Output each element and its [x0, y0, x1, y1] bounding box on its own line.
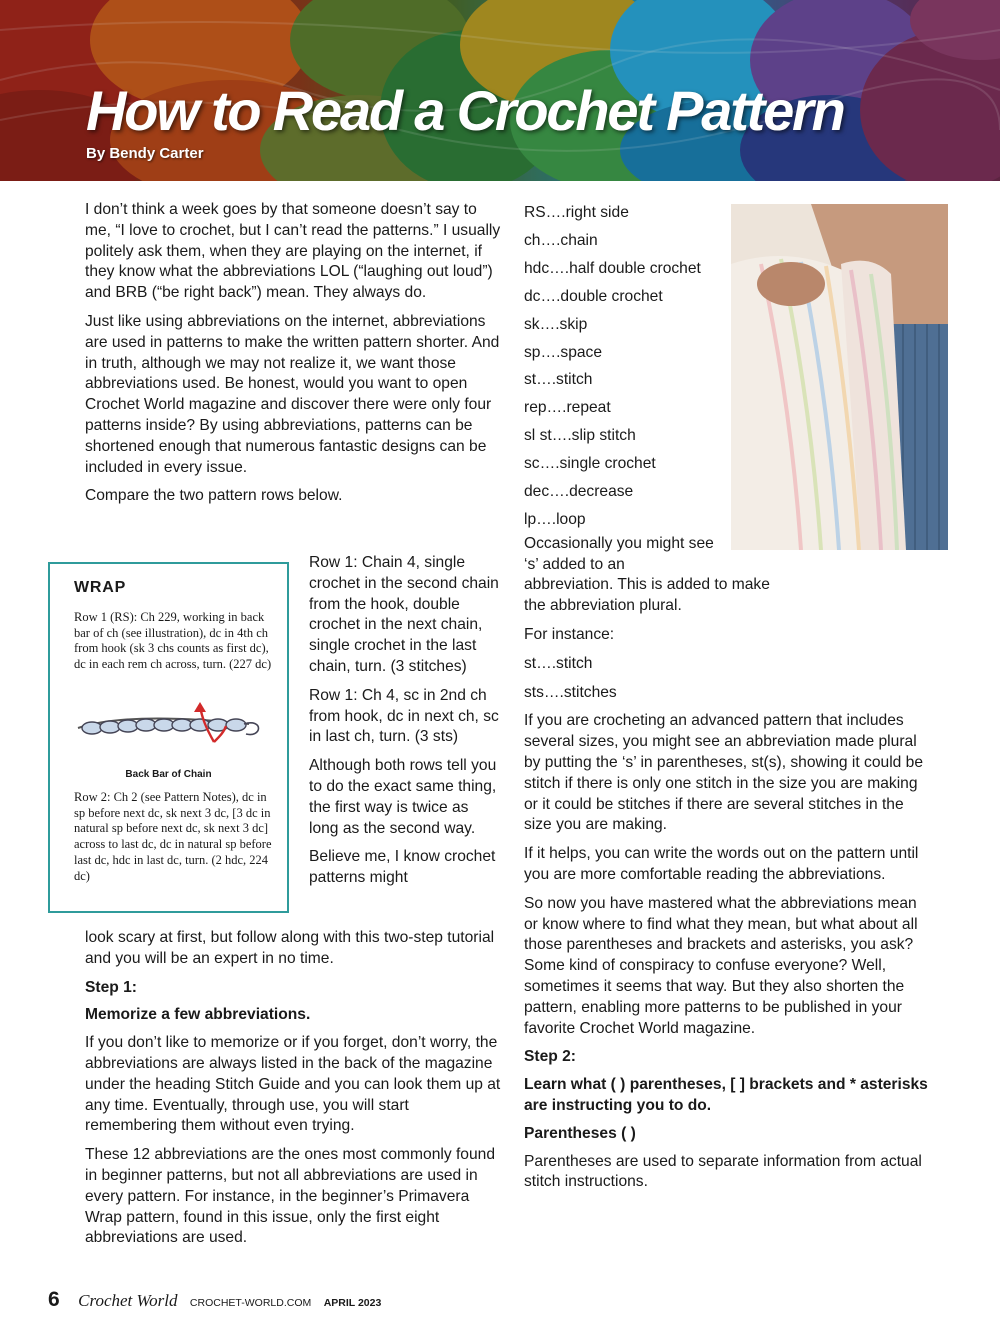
illustration-caption: Back Bar of Chain	[125, 769, 212, 780]
header-banner	[0, 0, 1000, 181]
issue-date: APRIL 2023	[323, 1297, 382, 1309]
chain-illustration	[74, 698, 264, 768]
mastered-paragraph: So now you have mastered what the abbreviations mean or know where to find what they mean, but what about all those parentheses and brackets and asterisks, you ask? Some kind of conspiracy to confuse everyone? Well, sometimes it seems that way. But they also shorten the pattern, enabling more patterns to be published in your favorite Crochet World magazine.	[524, 894, 918, 1037]
row1-short: Row 1: Ch 4, sc in 2nd ch from hook, dc in next ch, sc in last ch, turn. (3 sts)	[309, 686, 499, 746]
abbr-item: lp….loop	[524, 510, 586, 528]
step2-subheading: Learn what ( ) parentheses, [ ] brackets and * asterisks are instructing you to do.	[524, 1076, 928, 1114]
article-title: How to Read a Crochet Pattern	[86, 79, 844, 142]
abbr-item: dec….decrease	[524, 483, 634, 501]
middle-column	[309, 553, 501, 897]
step2-heading: Step 2:	[524, 1048, 576, 1066]
believe-text: Believe me, I know crochet patterns might	[309, 848, 496, 887]
step1-subheading: Memorize a few abbreviations.	[85, 1006, 311, 1024]
page-number: 6	[48, 1288, 60, 1311]
page-footer	[48, 1288, 381, 1312]
left-column-bottom	[85, 928, 503, 1257]
left-column-top	[85, 200, 503, 515]
abbr-item: RS….right side	[524, 204, 629, 221]
right-column	[524, 199, 934, 1201]
magazine-name: Crochet World	[78, 1291, 178, 1310]
abbreviation-list	[524, 199, 934, 534]
sidebar-row1: Row 1 (RS): Ch 229, working in back bar of ch (see illustration), dc in 4th ch from hook (sk 3 chs counts as first dc), dc in each rem ch across, turn. (227 dc)	[74, 610, 272, 672]
parentheses-heading: Parentheses ( )	[524, 1124, 636, 1142]
abbr-item: rep….repeat	[524, 399, 611, 417]
abbr-item: sc….single crochet	[524, 455, 656, 473]
website-link[interactable]: CROCHET-WORLD.COM	[189, 1297, 312, 1309]
sidebar-row2: Row 2: Ch 2 (see Pattern Notes), dc in sp before next dc, sk next 3 dc, [3 dc in natural sp before next dc, sk next 3 dc] across to last dc, dc in natural sp before last dc, hdc in last dc, turn. (2 hdc, 224 dc)	[74, 790, 272, 883]
abbreviations-paragraph: Just like using abbreviations on the internet, abbreviations are used in patterns to make the written pattern shorter. And in truth, although we may not realize it, we want those abbreviations used. Be honest, would you want to open Crochet World magazine and discover there were only four patterns inside? By using abbreviations, patterns can be shortened enough that numerous fantastic designs can be included in every issue.	[85, 312, 500, 476]
memorize-paragraph: If you don’t like to memorize or if you forget, don’t worry, the abbreviations are always listed in the back of the magazine under the heading Stitch Guide and you can look them up at any time. Eventually, through use, you will start remembering them without even trying.	[85, 1034, 501, 1135]
sidebar-title: WRAP	[74, 579, 127, 596]
abbr-item: ch….chain	[524, 231, 598, 249]
abbr-item: st….stitch	[524, 371, 593, 389]
continuation-text: look scary at first, but follow along with this two-step tutorial and you will be an expert in no time.	[85, 929, 495, 967]
advanced-pattern-paragraph: If you are crocheting an advanced pattern that includes several sizes, you might see an abbreviation made plural by putting the ‘s’ in parentheses, st(s), showing it could be stitch if there is only one stitch in the size you are making or it could be stitches if there are several stitches in the size you are making.	[524, 712, 924, 834]
compare-paragraph: Compare the two pattern rows below.	[85, 487, 343, 505]
parentheses-text: Parentheses are used to separate information from actual stitch instructions.	[524, 1152, 922, 1191]
author-byline: By Bendy Carter	[86, 145, 204, 162]
for-instance: For instance:	[524, 626, 615, 644]
plural-intro-a: Occasionally you might see ‘s’ added to an	[524, 534, 714, 573]
comparison-text: Although both rows tell you to do the exact same thing, the first way is twice as long as the second way.	[309, 757, 497, 837]
intro-paragraph: I don’t think a week goes by that someone doesn’t say to me, “I love to crochet, but I can’t read the patterns.” I usually politely ask them, when they are playing on the internet, if they know what the abbreviations LOL (“laughing out loud”) and BRB (“be right back”) mean. They always do.	[85, 201, 501, 302]
row1-long: Row 1: Chain 4, single crochet in the second chain from the hook, double crochet in the next chain, single crochet in the last chain, turn. (3 stitches)	[309, 554, 499, 675]
abbr-item: sp….space	[524, 343, 603, 361]
abbr-item: sl st….slip stitch	[524, 427, 636, 445]
abbr-item: hdc….half double crochet	[524, 259, 701, 277]
abbr-item: dc….double crochet	[524, 287, 663, 305]
wrap-pattern-sidebar	[48, 562, 289, 913]
plural-example-2: sts….stitches	[524, 683, 617, 701]
write-out-paragraph: If it helps, you can write the words out on the pattern until you are more comfortable reading the abbreviations.	[524, 845, 919, 884]
step1-heading: Step 1:	[85, 978, 137, 996]
plural-intro-b: abbreviation. This is added to make the abbreviation plural.	[524, 576, 770, 615]
twelve-abbreviations-paragraph: These 12 abbreviations are the ones most commonly found in beginner patterns, but not all abbreviations are used in every pattern. For instance, in the beginner’s Primavera Wrap pattern, found in this issue, only the first eight abbreviations are used.	[85, 1146, 495, 1247]
abbr-item: sk….skip	[524, 315, 588, 333]
plural-example-1: st….stitch	[524, 654, 593, 672]
